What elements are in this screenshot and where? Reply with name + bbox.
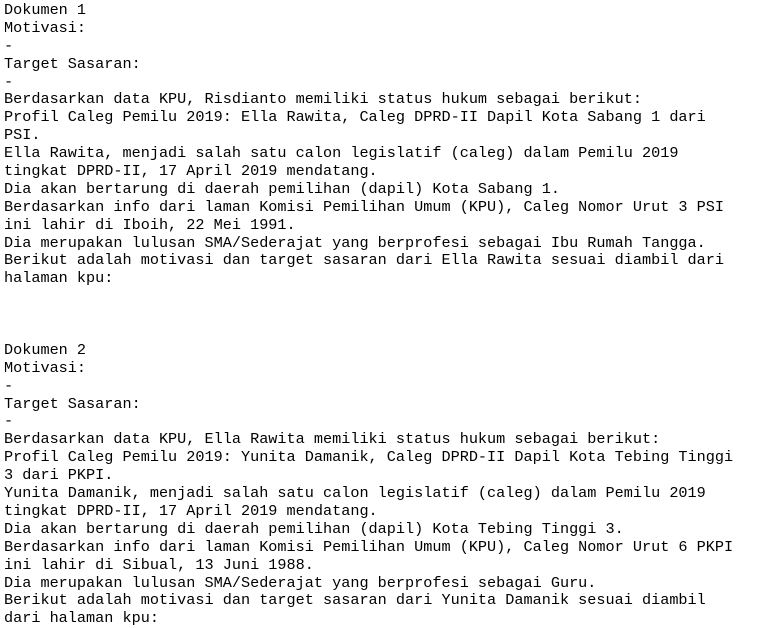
text-line: PSI. (4, 126, 41, 145)
text-line: tingkat DPRD-II, 17 April 2019 mendatang. (4, 501, 378, 520)
blank-line (4, 324, 770, 342)
blank-line (4, 288, 770, 306)
motivasi-label: Motivasi: (4, 18, 87, 37)
text-line: Yunita Damanik, menjadi salah satu calon legislatif (caleg) dalam Pemilu 2019 (4, 484, 706, 503)
text-line: tingkat DPRD-II, 17 April 2019 mendatang. (4, 162, 378, 181)
blank-line (4, 306, 770, 324)
text-line: Berdasarkan info dari laman Komisi Pemilihan Umum (KPU), Caleg Nomor Urut 6 PKPI (4, 537, 734, 556)
text-line: Profil Caleg Pemilu 2019: Ella Rawita, Caleg DPRD-II Dapil Kota Sabang 1 dari (4, 108, 706, 127)
document-title: Dokumen 2 (4, 340, 87, 359)
text-line: Dia akan bertarung di daerah pemilihan (dapil) Kota Sabang 1. (4, 179, 560, 198)
target-sasaran-label: Target Sasaran: (4, 54, 141, 73)
motivasi-value: - (4, 36, 14, 55)
target-sasaran-label: Target Sasaran: (4, 394, 141, 413)
document-1 (4, 2, 770, 288)
motivasi-value: - (4, 376, 14, 395)
text-line: Berdasarkan data KPU, Ella Rawita memiliki status hukum sebagai berikut: (4, 430, 661, 449)
text-line: 3 dari PKPI. (4, 466, 114, 485)
text-line: Berdasarkan info dari laman Komisi Pemilihan Umum (KPU), Caleg Nomor Urut 3 PSI (4, 197, 725, 216)
target-sasaran-value: - (4, 72, 14, 91)
document-2 (4, 342, 770, 628)
text-line: Dia merupakan lulusan SMA/Sederajat yang berprofesi sebagai Guru. (4, 573, 597, 592)
text-line: Dia akan bertarung di daerah pemilihan (dapil) Kota Tebing Tinggi 3. (4, 519, 624, 538)
text-line: Profil Caleg Pemilu 2019: Yunita Damanik, Caleg DPRD-II Dapil Kota Tebing Tinggi (4, 448, 734, 467)
text-line: Ella Rawita, menjadi salah satu calon legislatif (caleg) dalam Pemilu 2019 (4, 144, 679, 163)
text-line: Berikut adalah motivasi dan target sasaran dari Ella Rawita sesuai diambil dari (4, 251, 725, 270)
motivasi-label: Motivasi: (4, 358, 87, 377)
text-line: dari halaman kpu: (4, 609, 159, 628)
document-page (4, 2, 770, 628)
text-line: ini lahir di Sibual, 13 Juni 1988. (4, 555, 314, 574)
target-sasaran-value: - (4, 412, 14, 431)
text-line: Berikut adalah motivasi dan target sasaran dari Yunita Damanik sesuai diambil (4, 591, 706, 610)
text-line: Berdasarkan data KPU, Risdianto memiliki status hukum sebagai berikut: (4, 90, 642, 109)
text-line: halaman kpu: (4, 269, 114, 288)
document-title: Dokumen 1 (4, 1, 87, 19)
text-line: Dia merupakan lulusan SMA/Sederajat yang berprofesi sebagai Ibu Rumah Tangga. (4, 233, 706, 252)
text-line: ini lahir di Iboih, 22 Mei 1991. (4, 215, 296, 234)
